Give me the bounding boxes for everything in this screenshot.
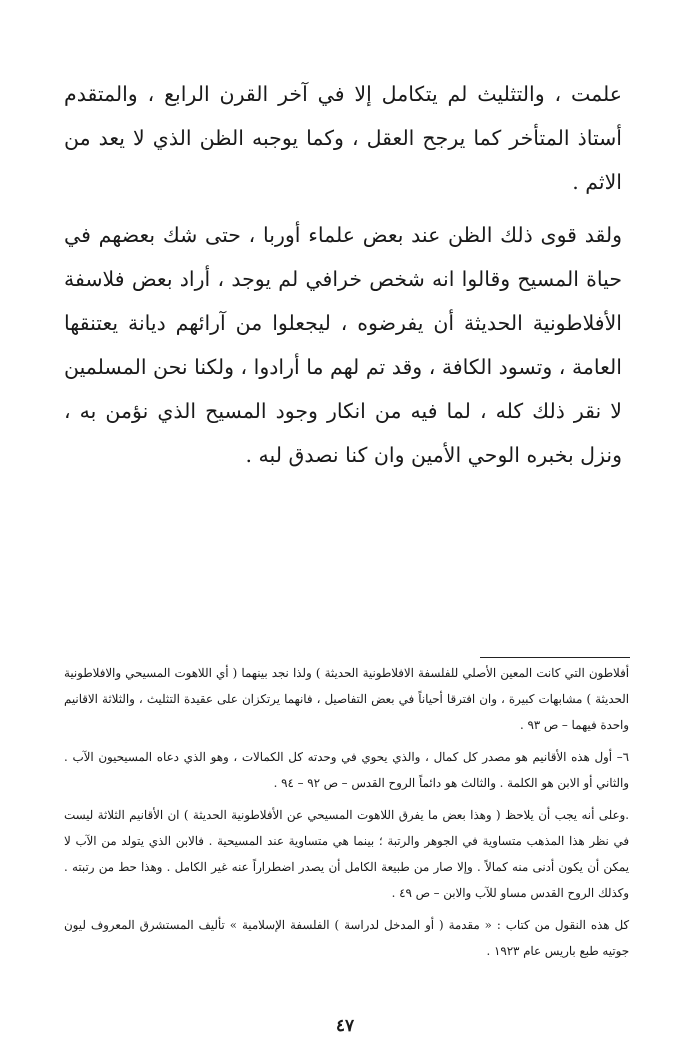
main-paragraph-2: ولقد قوى ذلك الظن عند بعض علماء أوربا ، حتى شك بعضهم في حياة المسيح وقالوا انه شخص خرافي لم يوجد ، أراد بعض فلاسفة الأفلاطونية الحديثة أن يفرضوه ، ليجعلوا من آرائهم ديانة يعتنقها العامة ، وتسود الكافة ، وقد تم لهم ما أرادوا ، ولكنا نحن المسلمين لا نقر ذلك كله ، لما فيه من انكار وجود المسيح الذي نؤمن به ، ونزل بخبره الوحي الأمين وان كنا نصدق لبه . bbox=[64, 223, 622, 467]
main-paragraph-1: علمت ، والتثليث لم يتكامل إلا في آخر القرن الرابع ، والمتقدم أستاذ المتأخر كما يرجح العقل ، وكما يوجبه الظن الذي لا يعد من الاثم . bbox=[64, 82, 622, 194]
page-number: ٤٧ bbox=[335, 1016, 355, 1036]
footnote-continuation: أفلاطون التي كانت المعين الأصلي للفلسفة الافلاطونية الحديثة ) ولذا نجد بينهما ( أي اللاهوت المسيحي والافلاطونية الحديثة ) مشابهات كبيرة ، وان افترقا أحياناً في بعض التفاصيل ، فانهما يرتكزان على عقيدة التثليث ، والثلاثة الاقانيم واحدة فيهما – ص ٩٣ . bbox=[64, 666, 629, 732]
footnote-source: كل هذه النقول من كتاب : « مقدمة ( أو المدخل لدراسة ) الفلسفة الإسلامية » تأليف المستشرق المعروف ليون جوتيه طبع باريس عام ١٩٢٣ . bbox=[64, 918, 629, 958]
footnote-6: ٦– أول هذه الأقانيم هو مصدر كل كمال ، والذي يحوي في وحدته كل الكمالات ، وهو الذي دعاه المسيحيون الآب . والثاني أو الابن هو الكلمة . والثالث هو دائماً الروح القدس – ص ٩٢ – ٩٤ . bbox=[64, 750, 629, 790]
footnote-separator bbox=[480, 657, 630, 658]
footnotes bbox=[64, 660, 629, 970]
footnote-note: .وعلى أنه يجب أن يلاحظ ( وهذا بعض ما يفرق اللاهوت المسيحي عن الأفلاطونية الحديثة ) ان الأقانيم الثلاثة ليست في نظر هذا المذهب متساوية في الجوهر والرتبة ؛ بينما هي متساوية عند المسيحية . فالابن الذي يتولد من الآب لا يمكن أن يكون أدنى منه كمالاً . وإلا صار من طبيعة الكامل أن يصدر اضطراراً عنه غير الكامل . وهذا حط من رتبته . وكذلك الروح القدس مساو للآب والابن – ص ٤٩ . bbox=[64, 808, 629, 900]
main-text bbox=[64, 72, 622, 477]
